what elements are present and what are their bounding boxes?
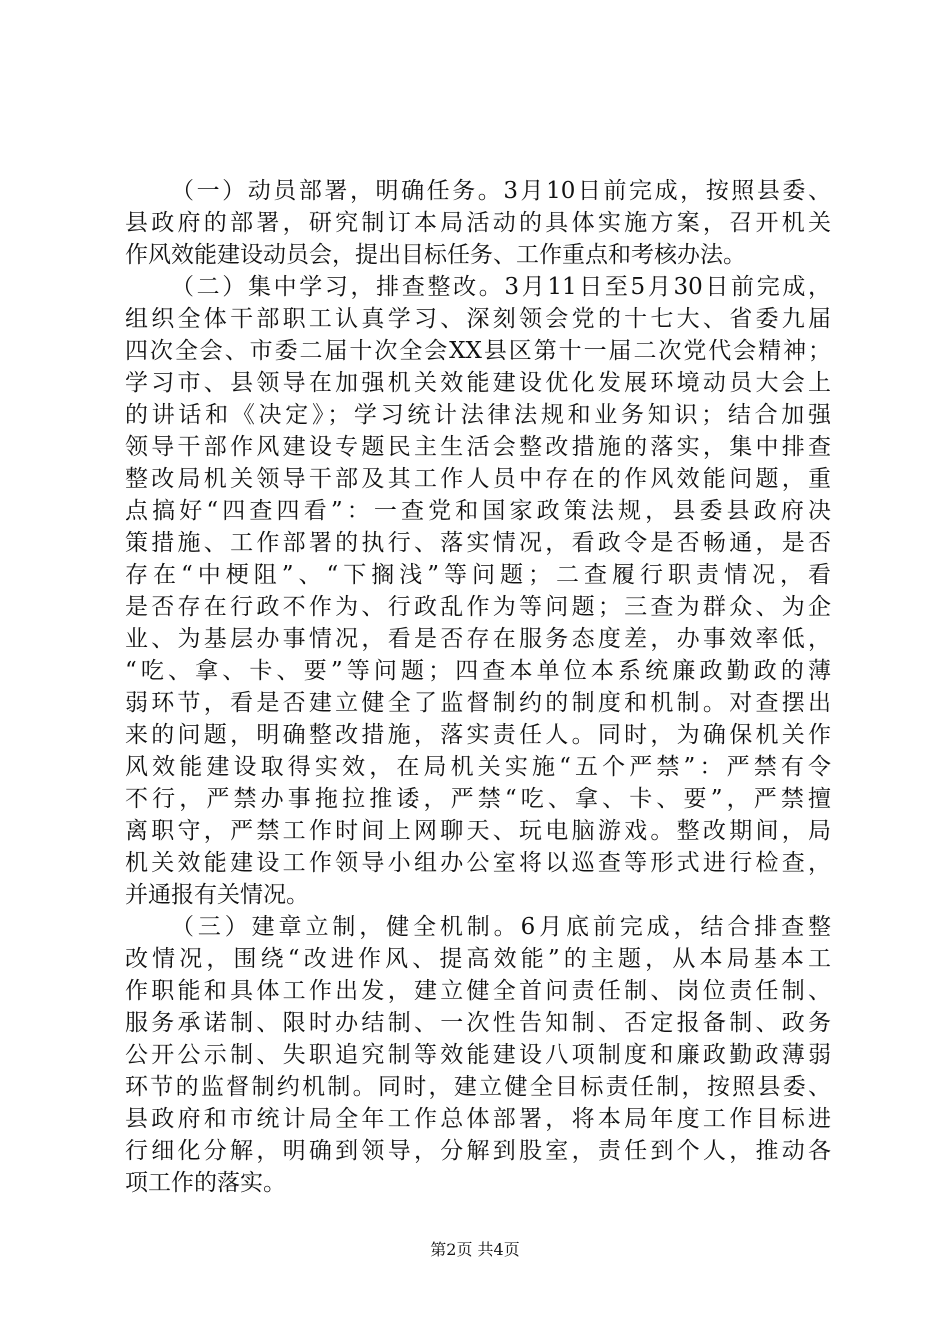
text-line: 环节的监督制约机制。同时，建立健全目标责任制，按照县委、 (125, 1074, 831, 1100)
page-number: 第2页 共4页 (430, 1240, 520, 1259)
text-line: “吃、拿、卡、要”等问题；四查本单位本系统廉政勤政的薄 (125, 658, 831, 684)
text-line: 并通报有关情况。 (125, 882, 309, 908)
text-line: 行细化分解，明确到领导，分解到股室，责任到个人，推动各 (125, 1138, 831, 1164)
text-line: 风效能建设取得实效，在局机关实施“五个严禁”：严禁有令 (125, 754, 831, 780)
text-line: 项工作的落实。 (125, 1170, 286, 1196)
text-line: 存在“中梗阻”、“下搁浅”等问题；二查履行职责情况，看 (125, 562, 831, 588)
text-line: 领导干部作风建设专题民主生活会整改措施的落实，集中排查 (125, 434, 831, 460)
text-line: 点搞好“四查四看”：一查党和国家政策法规，县委县政府决 (125, 498, 831, 524)
text-line: 策措施、工作部署的执行、落实情况，看政令是否畅通，是否 (125, 530, 831, 556)
text-line: 四次全会、市委二届十次全会XX县区第十一届二次党代会精神； (125, 338, 831, 364)
text-line: 是否存在行政不作为、行政乱作为等问题；三查为群众、为企 (125, 594, 831, 620)
text-line: 组织全体干部职工认真学习、深刻领会党的十七大、省委九届 (125, 306, 831, 332)
text-line: 离职守，严禁工作时间上网聊天、玩电脑游戏。整改期间，局 (125, 818, 831, 844)
text-line: 作职能和具体工作出发，建立健全首问责任制、岗位责任制、 (125, 978, 831, 1004)
text-line: （三）建章立制，健全机制。6月底前完成，结合排查整 (171, 914, 831, 940)
text-line: 整改局机关领导干部及其工作人员中存在的作风效能问题，重 (125, 466, 831, 492)
text-line: 不行，严禁办事拖拉推诿，严禁“吃、拿、卡、要”，严禁擅 (125, 786, 831, 812)
paragraph-mobilization (125, 175, 831, 271)
text-line: 改情况，围绕“改进作风、提高效能”的主题，从本局基本工 (125, 946, 831, 972)
text-line: 服务承诺制、限时办结制、一次性告知制、否定报备制、政务 (125, 1010, 831, 1036)
text-line: 弱环节，看是否建立健全了监督制约的制度和机制。对查摆出 (125, 690, 831, 716)
text-line: （一）动员部署，明确任务。3月10日前完成，按照县委、 (171, 178, 831, 204)
paragraph-study-rectification (125, 271, 831, 911)
text-line: 学习市、县领导在加强机关效能建设优化发展环境动员大会上 (125, 370, 831, 396)
text-line: （二）集中学习，排查整改。3月11日至5月30日前完成， (171, 274, 831, 300)
text-line: 业、为基层办事情况，看是否存在服务态度差，办事效率低， (125, 626, 831, 652)
text-line: 作风效能建设动员会，提出目标任务、工作重点和考核办法。 (125, 242, 746, 268)
page-footer (0, 1240, 950, 1260)
document-body (125, 175, 831, 1199)
text-line: 的讲话和《决定》；学习统计法律法规和业务知识；结合加强 (125, 402, 831, 428)
paragraph-institution-building (125, 911, 831, 1199)
text-line: 公开公示制、失职追究制等效能建设八项制度和廉政勤政薄弱 (125, 1042, 831, 1068)
text-line: 来的问题，明确整改措施，落实责任人。同时，为确保机关作 (125, 722, 831, 748)
text-line: 县政府的部署，研究制订本局活动的具体实施方案，召开机关 (125, 210, 831, 236)
text-line: 机关效能建设工作领导小组办公室将以巡查等形式进行检查， (125, 850, 831, 876)
text-line: 县政府和市统计局全年工作总体部署，将本局年度工作目标进 (125, 1106, 831, 1132)
